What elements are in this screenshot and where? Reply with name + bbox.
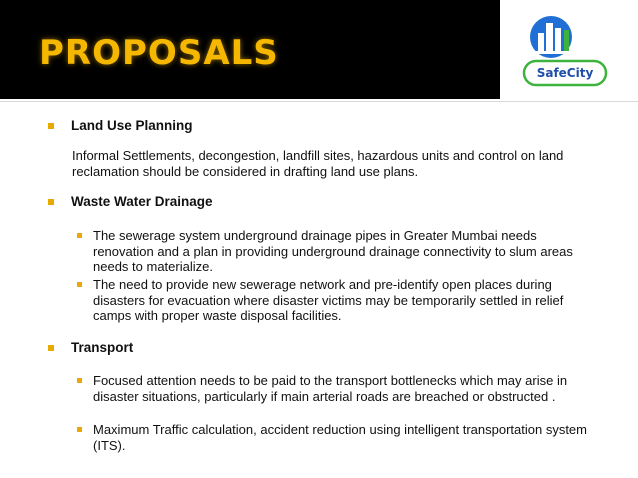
section-transport [48, 340, 133, 355]
section-heading: Land Use Planning [71, 118, 193, 133]
square-bullet-icon [77, 378, 82, 383]
square-bullet-icon [77, 233, 82, 238]
list-item-text: Maximum Traffic calculation, accident reduction using intelligent transportation system (ITS). [93, 422, 587, 453]
square-bullet-icon [77, 282, 82, 287]
square-bullet-icon [77, 427, 82, 432]
section-waste-water [48, 194, 213, 209]
square-bullet-icon [48, 199, 54, 205]
square-bullet-icon [48, 123, 54, 129]
section-heading: Transport [71, 340, 134, 355]
list-item-text: Focused attention needs to be paid to the transport bottlenecks which may arise in disaster situations, particularly if main arterial roads are breached or obstructed . [93, 373, 568, 404]
list-item-text: The need to provide new sewerage network and pre-identify open places during disasters for evacuation where disaster victims may be temporarily settled in relief camps with proper waste disposal facilities. [93, 277, 564, 323]
slide-title: PROPOSALS [39, 33, 279, 73]
logo-text: SafeCity [536, 66, 594, 80]
list-item [77, 277, 597, 324]
square-bullet-icon [48, 345, 54, 351]
list-item [77, 228, 597, 275]
section-land-use [48, 118, 193, 133]
list-item [77, 422, 597, 453]
section-heading: Waste Water Drainage [71, 194, 213, 209]
list-item [77, 373, 597, 404]
section-paragraph: Informal Settlements, decongestion, landfill sites, hazardous units and control on land reclamation should be considered in drafting land use plans. [72, 148, 564, 179]
list-item-text: The sewerage system underground drainage pipes in Greater Mumbai needs renovation and a plan in providing underground drainage connectivity to slum areas needs to materialize. [93, 228, 573, 274]
